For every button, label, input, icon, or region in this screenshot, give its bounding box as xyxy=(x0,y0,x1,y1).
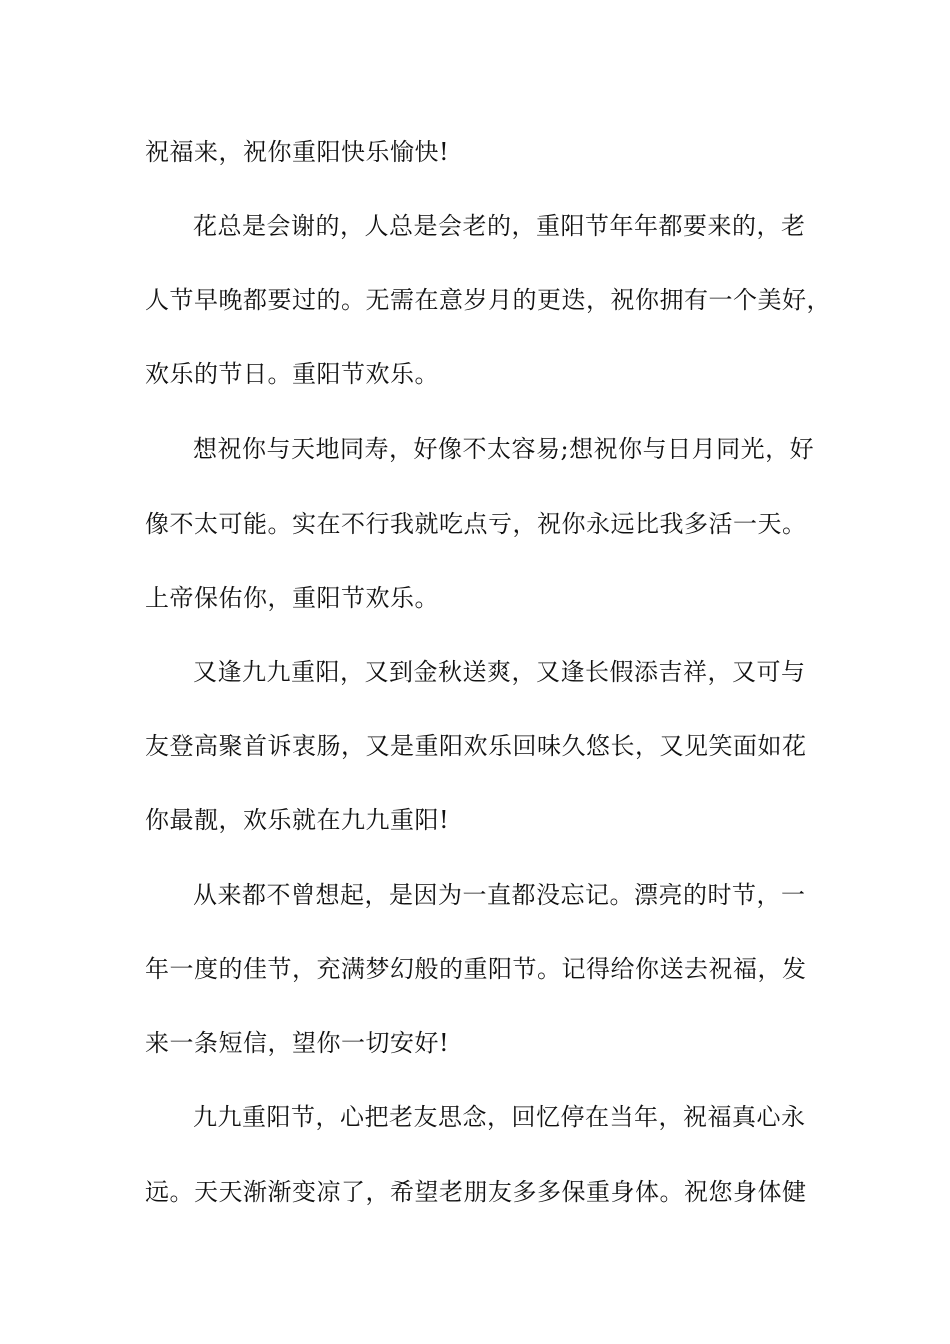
text-line: 上帝保佑你，重阳节欢乐。 xyxy=(145,584,439,612)
text-line: 远。天天渐渐变凉了，希望老朋友多多保重身体。祝您身体健 xyxy=(145,1178,807,1206)
paragraph-first-line: 从来都不曾想起，是因为一直都没忘记。漂亮的时节，一 xyxy=(193,881,806,909)
text-line: 友登高聚首诉衷肠，又是重阳欢乐回味久悠长，又见笑面如花 xyxy=(145,732,807,760)
paragraph-first-line: 想祝你与天地同寿，好像不太容易;想祝你与日月同光，好 xyxy=(193,435,815,463)
paragraph-first-line: 花总是会谢的，人总是会老的，重阳节年年都要来的，老 xyxy=(193,212,806,240)
paragraph-first-line: 九九重阳节，心把老友思念，回忆停在当年，祝福真心永 xyxy=(193,1103,806,1131)
text-line: 祝福来，祝你重阳快乐愉快! xyxy=(145,138,450,166)
text-line: 欢乐的节日。重阳节欢乐。 xyxy=(145,360,439,388)
text-line: 人节早晚都要过的。无需在意岁月的更迭，祝你拥有一个美好， xyxy=(145,286,831,314)
text-line: 年一度的佳节，充满梦幻般的重阳节。记得给你送去祝福，发 xyxy=(145,955,807,983)
text-line: 你最靓，欢乐就在九九重阳! xyxy=(145,806,450,834)
paragraph-first-line: 又逢九九重阳，又到金秋送爽，又逢长假添吉祥，又可与 xyxy=(193,658,806,686)
text-line: 来一条短信，望你一切安好! xyxy=(145,1029,450,1057)
text-line: 像不太可能。实在不行我就吃点亏，祝你永远比我多活一天。 xyxy=(145,510,807,538)
